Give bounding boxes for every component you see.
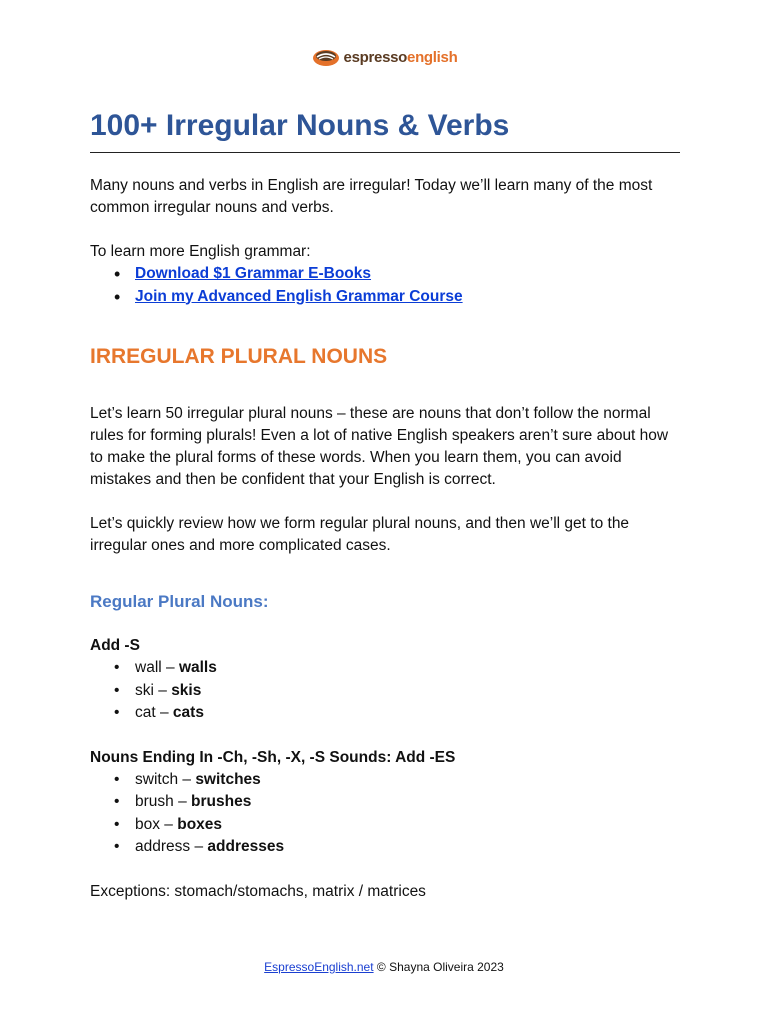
intro-paragraph: Many nouns and verbs in English are irregular! Today we’ll learn many of the most common irregular nouns and verbs. <box>90 177 653 216</box>
list-item: • box – boxes <box>135 814 680 837</box>
subsection-heading-regular-plural: Regular Plural Nouns: <box>90 592 269 611</box>
paragraph-review: Let’s quickly review how we form regular plural nouns, and then we’ll get to the irregular ones and more complicated cases. <box>90 515 630 554</box>
list-item: • address – addresses <box>135 836 680 859</box>
singular-word: wall <box>135 659 162 676</box>
plural-word: switches <box>195 770 261 788</box>
logo <box>0 46 768 73</box>
rule-add-es-label: Nouns Ending In -Ch, -Sh, -X, -S Sounds: Add -ES <box>90 748 456 766</box>
list-item: • cat – cats <box>135 702 680 725</box>
plural-word: brushes <box>191 793 252 810</box>
list-item: • brush – brushes <box>135 791 680 814</box>
paragraph-irregular-intro: Let’s learn 50 irregular plural nouns – these are nouns that don’t follow the normal rules for forming plurals! Even a lot of native English speakers aren’t sure about how to make the plural forms of these words. When you learn them, you can avoid mistakes and then be confident that your English is correct. <box>90 405 669 488</box>
singular-word: ski <box>135 681 154 699</box>
section-heading-irregular-plural-nouns: IRREGULAR PLURAL NOUNS <box>90 345 388 368</box>
rule-add-s-label: Add -S <box>90 637 140 654</box>
plural-word: boxes <box>177 815 223 833</box>
list-item: • ski – skis <box>135 680 680 703</box>
singular-word: cat <box>135 704 156 721</box>
page-title: 100+ Irregular Nouns & Verbs <box>90 108 680 153</box>
coffee-cup-logo-icon <box>311 46 341 68</box>
plural-word: skis <box>171 681 202 699</box>
exceptions-text: Exceptions: stomach/stomachs, matrix / matrices <box>90 882 426 900</box>
document-body <box>90 108 680 903</box>
download-ebooks-link[interactable]: Download $1 Grammar E-Books <box>135 265 372 282</box>
list-item <box>135 263 680 286</box>
resource-links-list <box>90 263 680 308</box>
plural-word: walls <box>178 659 217 676</box>
footer-site-link[interactable]: EspressoEnglish.net <box>264 960 374 974</box>
singular-word: address <box>135 838 191 855</box>
singular-word: box <box>135 815 160 833</box>
rule-add-es-list <box>90 769 680 859</box>
rule-add-s-list <box>90 657 680 725</box>
grammar-course-link[interactable]: Join my Advanced English Grammar Course <box>135 287 463 305</box>
page-footer <box>0 960 768 974</box>
copyright-text: © Shayna Oliveira 2023 <box>373 960 504 974</box>
plural-word: addresses <box>207 838 285 855</box>
singular-word: switch <box>135 770 179 788</box>
logo-wordmark: espressoenglish <box>343 48 458 66</box>
learn-more-text: To learn more English grammar: <box>90 243 311 260</box>
list-item: • wall – walls <box>135 657 680 680</box>
list-item: • switch – switches <box>135 769 680 792</box>
singular-word: brush <box>135 793 174 810</box>
plural-word: cats <box>172 704 204 721</box>
list-item <box>135 286 680 309</box>
